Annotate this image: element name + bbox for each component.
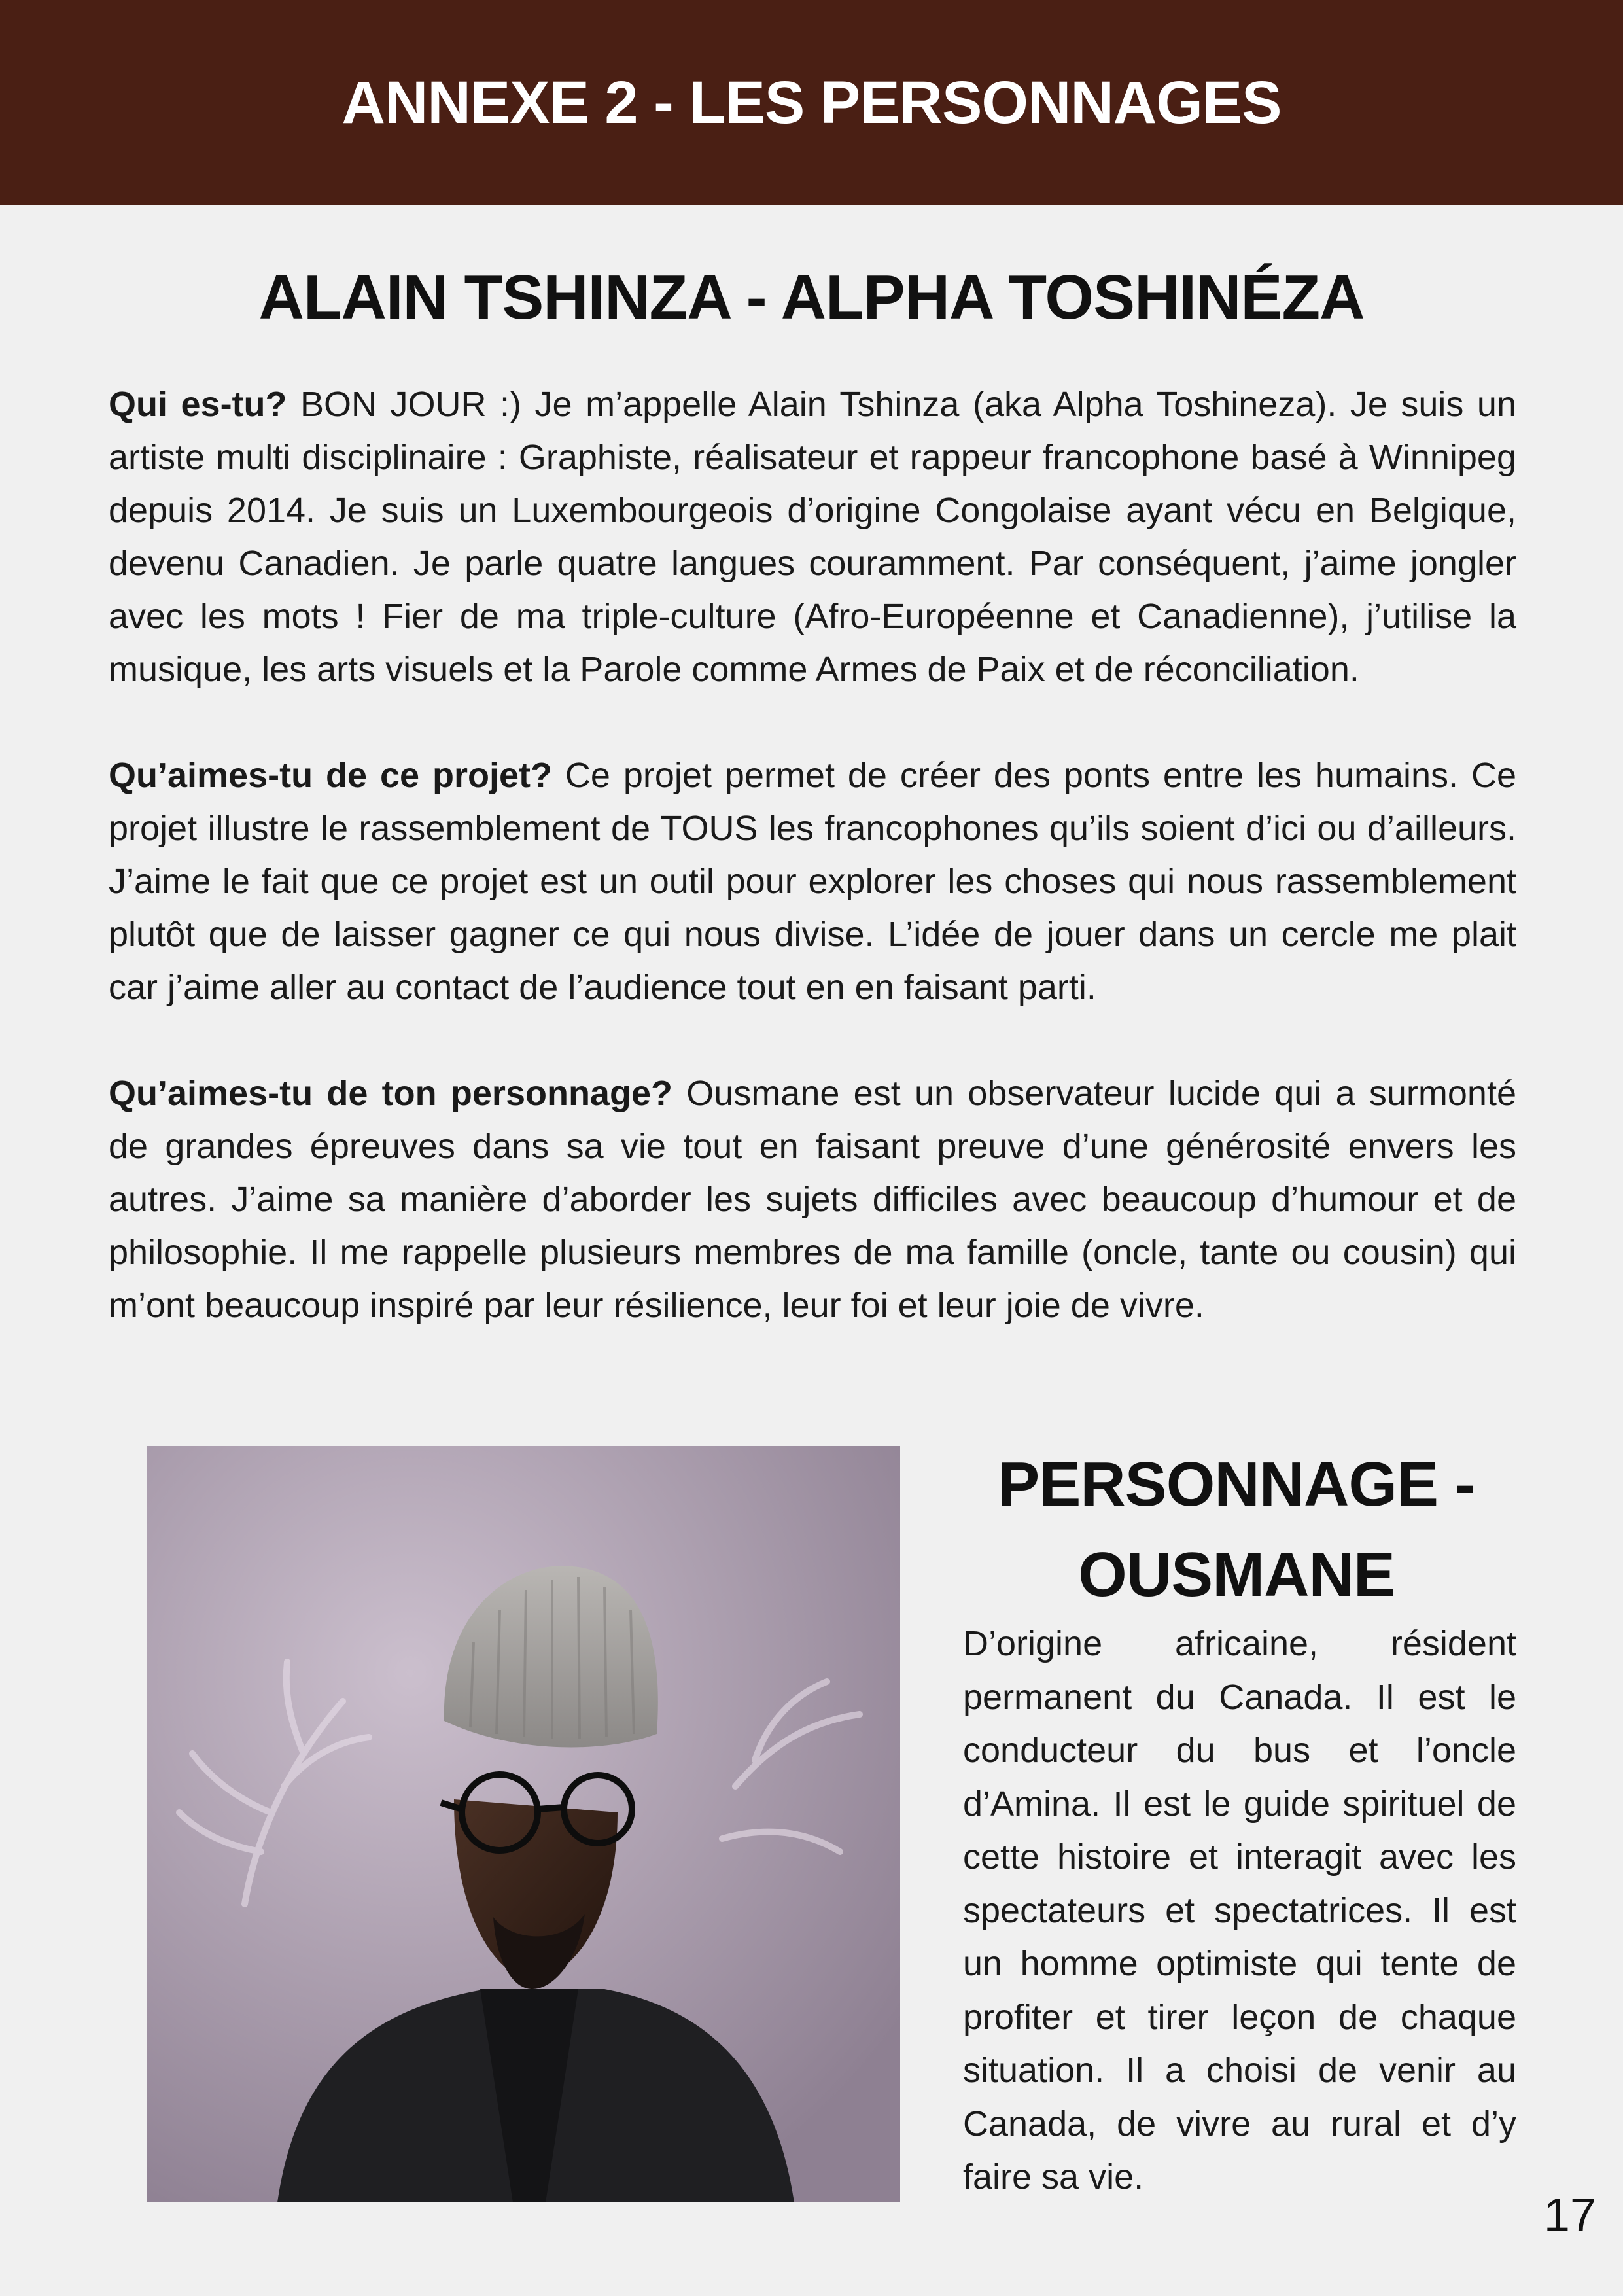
- artist-portrait-photo: [147, 1446, 900, 2202]
- artist-bio: [109, 378, 1516, 1385]
- bio-paragraph-who: [109, 378, 1516, 696]
- question-who: Qui es-tu?: [109, 385, 287, 424]
- page-number: 17: [1543, 2189, 1596, 2242]
- question-project: Qu’aimes-tu de ce projet?: [109, 756, 552, 795]
- answer-character: Ousmane est un observateur lucide qui a surmonté de grandes épreuves dans sa vie tout en faisant preuve d’une générosité envers les autres. J’aime sa manière d’aborder les sujets difficiles avec beaucoup d’humour et de philosophie. Il me rappelle plusieurs membres de ma famille (oncle, tante ou cousin) qui m’ont beaucoup inspiré par leur résilience, leur foi et leur joie de vivre.: [109, 1074, 1516, 1325]
- portrait-illustration: [147, 1446, 900, 2202]
- character-title: [955, 1439, 1518, 1620]
- annex-title: ANNEXE 2 - LES PERSONNAGES: [341, 69, 1282, 136]
- character-title-line2: OUSMANE: [1078, 1540, 1395, 1610]
- artist-title: ALAIN TSHINZA - ALPHA TOSHINÉZA: [258, 262, 1365, 332]
- bio-paragraph-character: [109, 1067, 1516, 1332]
- character-title-line1: PERSONNAGE -: [998, 1449, 1475, 1519]
- answer-who: BON JOUR :) Je m’appelle Alain Tshinza (aka Alpha Toshineza). Je suis un artiste multi disciplinaire : Graphiste, réalisateur et rappeur francophone basé à Winnipeg depuis 2014. Je suis un Luxembourgeois d’origine Congolaise ayant vécu en Belgique, devenu Canadien. Je parle quatre langues couramment. Par conséquent, j’aime jongler avec les mots ! Fier de ma triple-culture (Afro-Européenne et Canadienne), j’utilise la musique, les arts visuels et la Parole comme Armes de Paix et de réconciliation.: [109, 385, 1516, 689]
- header-banner: [0, 0, 1623, 205]
- bio-paragraph-project: [109, 749, 1516, 1014]
- answer-project: Ce projet permet de créer des ponts entre les humains. Ce projet illustre le rassemblement de TOUS les francophones qu’ils soient d’ici ou d’ailleurs. J’aime le fait que ce projet est un outil pour explorer les choses qui nous rassemblement plutôt que de laisser gagner ce qui nous divise. L’idée de jouer dans un cercle me plait car j’aime aller au contact de l’audience tout en en faisant parti.: [109, 756, 1516, 1007]
- character-description: D’origine africaine, résident permanent du Canada. Il est le conducteur du bus et l’oncle d’Amina. Il est le guide spirituel de cette histoire et interagit avec les spectateurs et spectatrices. Il est un homme optimiste qui tente de profiter et tirer leçon de chaque situation. Il a choisi de venir au Canada, de vivre au rural et d’y faire sa vie.: [963, 1624, 1516, 2197]
- question-character: Qu’aimes-tu de ton personnage?: [109, 1074, 672, 1113]
